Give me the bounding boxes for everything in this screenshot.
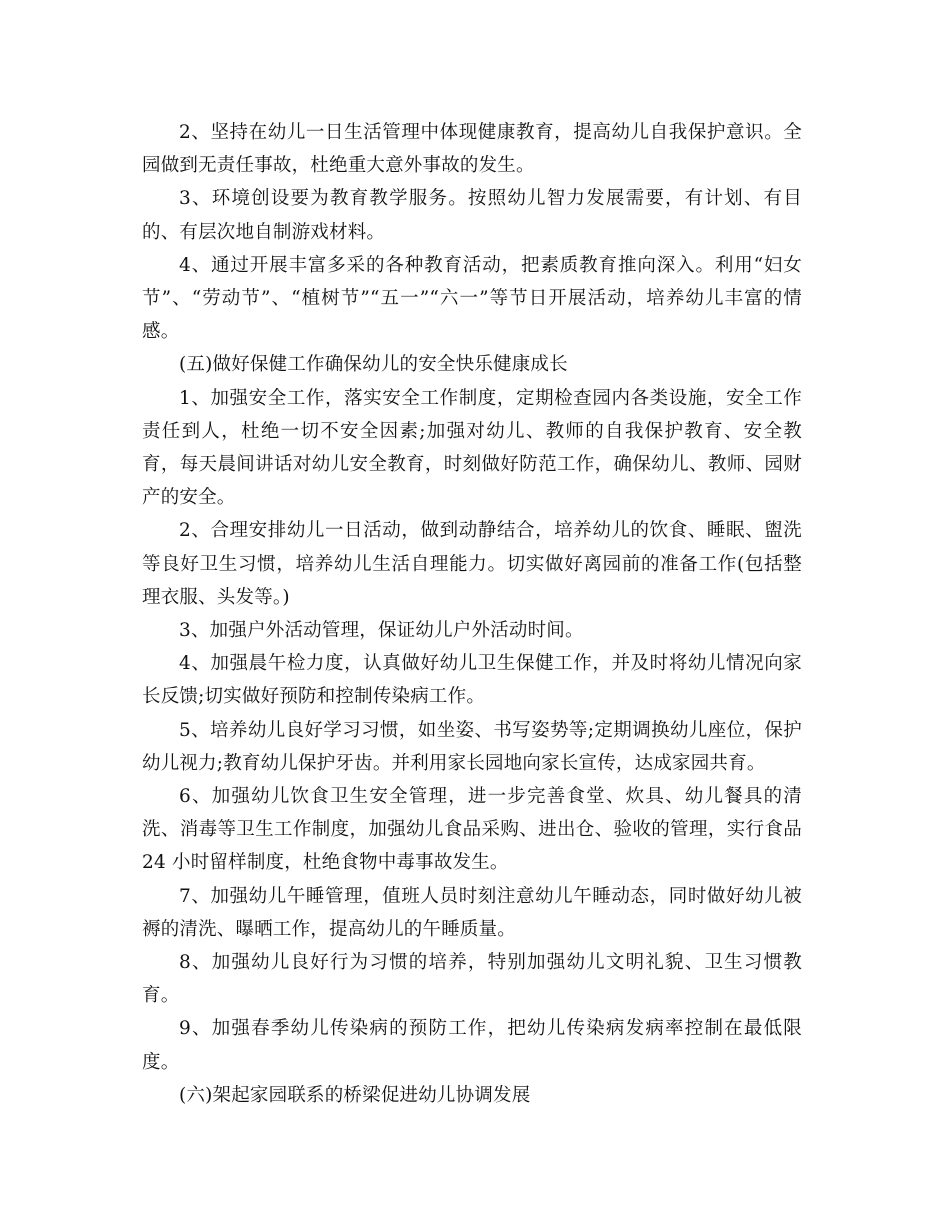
paragraph-behavior-habits: 8、加强幼儿良好行为习惯的培养，特别加强幼儿文明礼貌、卫生习惯教育。 <box>142 952 802 1007</box>
paragraph-health-education: 2、坚持在幼儿一日生活管理中体现健康教育，提高幼儿自我保护意识。全园做到无责任事故，杜绝重大意外事故的发生。 <box>142 122 802 177</box>
paragraph-morning-check: 4、加强晨午检力度，认真做好幼儿卫生保健工作，并及时将幼儿情况向家长反馈;切实做好预防和控制传染病工作。 <box>142 653 802 708</box>
section-heading-home-school: (六)架起家园联系的桥梁促进幼儿协调发展 <box>179 1084 531 1106</box>
paragraph-education-activities: 4、通过开展丰富多采的各种教育活动，把素质教育推向深入。利用“妇女节”、“劳动节”、“植树节”“五一”“六一”等节日开展活动，培养幼儿丰富的情感。 <box>142 254 802 343</box>
paragraph-study-habits: 5、培养幼儿良好学习习惯，如坐姿、书写姿势等;定期调换幼儿座位，保护幼儿视力;教育幼儿保护牙齿。并利用家长园地向家长宣传，达成家园共育。 <box>142 719 802 774</box>
paragraph-outdoor-activities: 3、加强户外活动管理，保证幼儿户外活动时间。 <box>179 620 584 642</box>
paragraph-environment-creation: 3、环境创设要为教育教学服务。按照幼儿智力发展需要，有计划、有目的、有层次地自制游戏材料。 <box>142 188 802 243</box>
paragraph-nap-management: 7、加强幼儿午睡管理，值班人员时刻注意幼儿午睡动态，同时做好幼儿被褥的清洗、曝晒工作，提高幼儿的午睡质量。 <box>142 885 802 940</box>
paragraph-food-safety: 6、加强幼儿饮食卫生安全管理，进一步完善食堂、炊具、幼儿餐具的清洗、消毒等卫生工作制度，加强幼儿食品采购、进出仓、验收的管理，实行食品 24 小时留样制度，杜绝食物中毒事故发生。 <box>142 786 802 874</box>
paragraph-daily-activities: 2、合理安排幼儿一日活动，做到动静结合，培养幼儿的饮食、睡眠、盥洗等良好卫生习惯，培养幼儿生活自理能力。切实做好离园前的准备工作(包括整理衣服、头发等。) <box>142 520 802 608</box>
document-body <box>142 116 802 1112</box>
paragraph-disease-prevention: 9、加强春季幼儿传染病的预防工作，把幼儿传染病发病率控制在最低限度。 <box>142 1018 802 1073</box>
paragraph-safety-work: 1、加强安全工作，落实安全工作制度，定期检查园内各类设施，安全工作责任到人，杜绝一切不安全因素;加强对幼儿、教师的自我保护教育、安全教育，每天晨间讲话对幼儿安全教育，时刻做好防范工作，确保幼儿、教师、园财产的安全。 <box>142 387 802 509</box>
section-heading-healthcare: (五)做好保健工作确保幼儿的安全快乐健康成长 <box>179 354 568 376</box>
